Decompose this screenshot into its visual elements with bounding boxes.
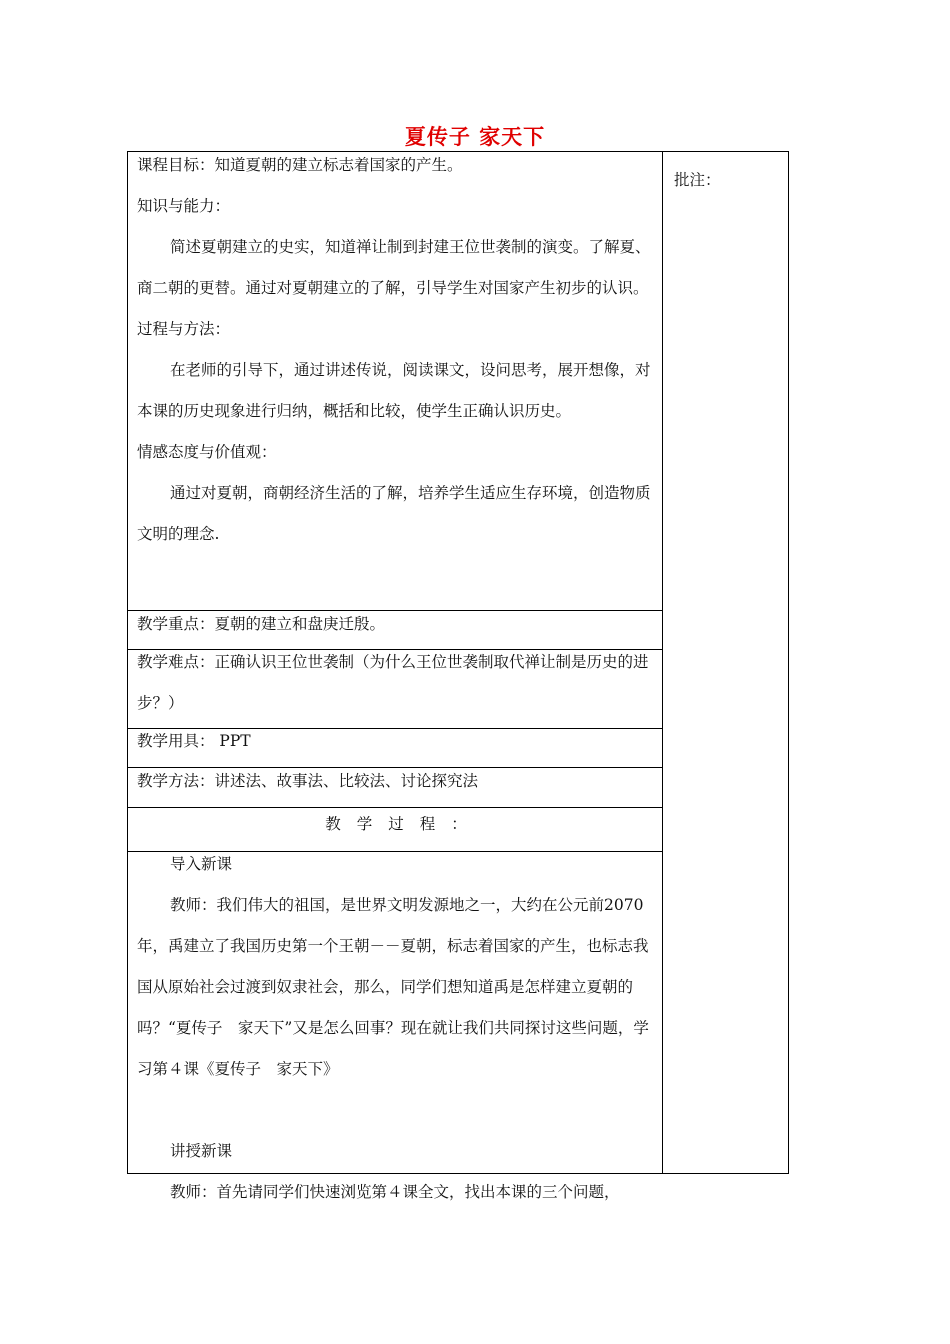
objectives-heading: 课程目标：知道夏朝的建立标志着国家的产生。: [137, 156, 463, 174]
emotion-text: 通过对夏朝，商朝经济生活的了解，培养学生适应生存环境，创造物质文明的理念.: [137, 484, 651, 543]
intro-text: 教师：我们伟大的祖国，是世界文明发源地之一，大约在公元前2070年，禹建立了我国历史第一个王朝－－夏朝，标志着国家的产生，也标志我国从原始社会过渡到奴隶社会，那么，同学们想知道禹是怎样建立夏朝的吗？“夏传子 家天下”又是怎么回事？现在就让我们共同探讨这些问题，学习第４课《夏传子 家天下》: [137, 896, 649, 1078]
intro-label: 导入新课: [170, 855, 233, 873]
document-title: 夏传子 家天下: [404, 125, 546, 149]
objectives-cell: [137, 145, 655, 555]
knowledge-label: 知识与能力：: [137, 197, 231, 215]
process-label: 过程与方法：: [137, 320, 231, 338]
blank-line: [137, 1090, 655, 1131]
knowledge-text: 简述夏朝建立的史实，知道禅让制到封建王位世袭制的演变。了解夏、商二朝的更替。通过对夏朝建立的了解，引导学生对国家产生初步的认识。: [137, 238, 651, 297]
column-divider: [662, 152, 663, 1173]
methods: 教学方法：讲述法、故事法、比较法、讨论探究法: [137, 772, 479, 790]
key-point: 教学重点：夏朝的建立和盘庚迁殷。: [137, 615, 386, 633]
tools: 教学用具： PPT: [137, 732, 251, 750]
emotion-label: 情感态度与价值观：: [137, 443, 277, 461]
lesson-table: [127, 151, 789, 1201]
process-heading: 教学过程：: [325, 815, 483, 833]
lecture-label: 讲授新课: [170, 1142, 233, 1160]
lecture-text: 教师：首先请同学们快速浏览第４课全文，找出本课的三个问题，: [170, 1183, 620, 1201]
process-text: 在老师的引导下，通过讲述传说，阅读课文，设问思考，展开想像，对本课的历史现象进行归纳，概括和比较，使学生正确认识历史。: [137, 361, 651, 420]
process-body: [137, 844, 655, 1213]
difficulty: 教学难点：正确认识王位世袭制（为什么王位世袭制取代禅让制是历史的进步？）: [137, 653, 649, 712]
note-label: 批注：: [674, 171, 721, 189]
